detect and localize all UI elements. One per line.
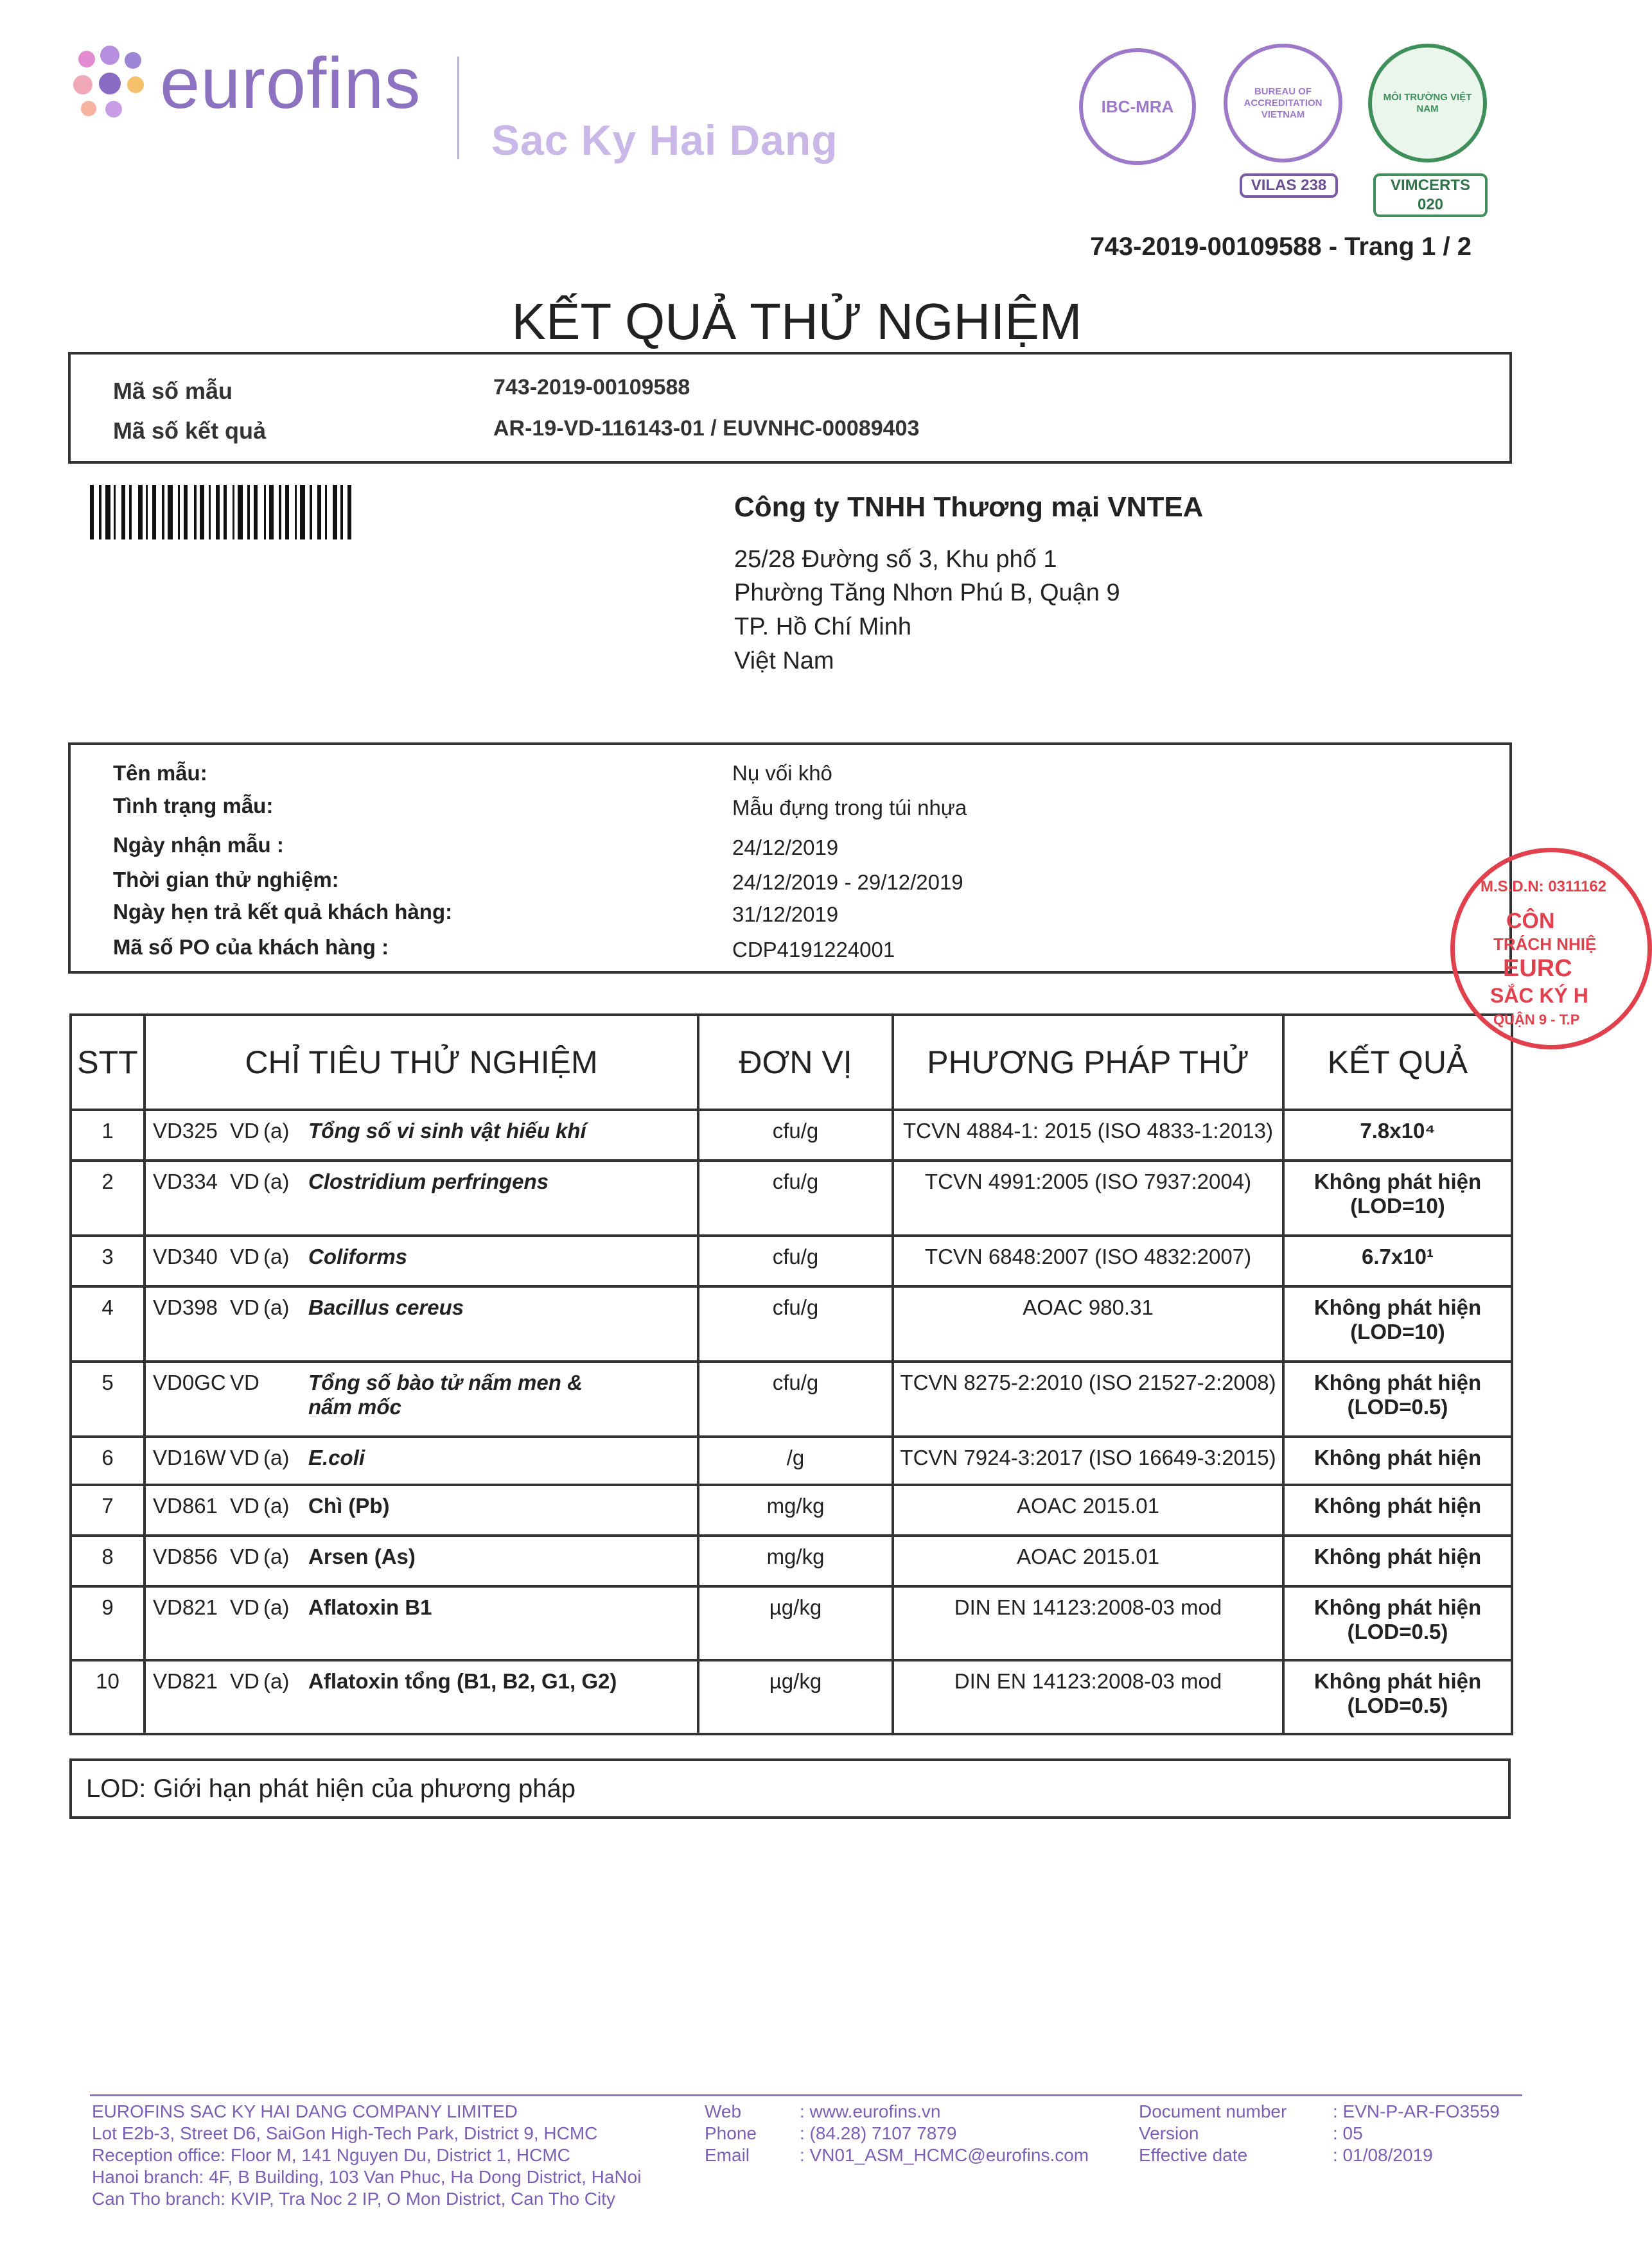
table-row xyxy=(71,1586,1512,1660)
seal1-text: IBC-MRA xyxy=(1101,96,1174,116)
table-row xyxy=(71,1660,1512,1734)
test-group: (a) xyxy=(263,1595,290,1619)
cell-method: AOAC 980.31 xyxy=(893,1286,1283,1362)
result-value: Không phát hiện xyxy=(1314,1494,1482,1518)
cell-stt: 7 xyxy=(71,1485,145,1536)
lod-note-box xyxy=(69,1758,1511,1819)
result-lod: (LOD=0.5) xyxy=(1347,1694,1448,1717)
test-code: VD856 xyxy=(153,1545,218,1568)
eurofins-logo xyxy=(71,42,421,125)
cell-unit: mg/kg xyxy=(698,1485,893,1536)
table-row xyxy=(71,1485,1512,1536)
cell-test xyxy=(145,1485,698,1536)
result-lod: (LOD=0.5) xyxy=(1347,1395,1448,1419)
cell-result xyxy=(1283,1660,1512,1734)
test-vd: VD xyxy=(230,1295,259,1319)
sample-no-label: Mã số mẫu xyxy=(113,378,233,404)
brand-subtitle: Sac Ky Hai Dang xyxy=(491,116,838,164)
test-name: E.coli xyxy=(308,1446,365,1469)
result-lod: (LOD=10) xyxy=(1350,1194,1445,1218)
test-group: (a) xyxy=(263,1494,290,1518)
stamp-bottom-text: QUẬN 9 - T.P xyxy=(1493,1012,1580,1028)
test-name: Coliforms xyxy=(308,1245,408,1268)
company-stamp xyxy=(1450,848,1652,1049)
client-address-line: Việt Nam xyxy=(734,647,834,674)
footer-email-link[interactable]: : VN01_ASM_HCMC@eurofins.com xyxy=(800,2145,1089,2165)
cell-unit: µg/kg xyxy=(698,1660,893,1734)
test-group: (a) xyxy=(263,1545,290,1568)
cell-method: TCVN 7924-3:2017 (ISO 16649-3:2015) xyxy=(893,1437,1283,1485)
stamp-top-text: M.S.D.N: 0311162 xyxy=(1481,878,1607,895)
cell-test xyxy=(145,1110,698,1161)
cell-unit: cfu/g xyxy=(698,1286,893,1362)
header-divider xyxy=(457,57,459,159)
footer-address: Reception office: Floor M, 141 Nguyen Du, District 1, HCMC xyxy=(92,2145,570,2165)
info-value: Nụ vối khô xyxy=(732,761,832,785)
barcode xyxy=(90,485,440,539)
cell-test xyxy=(145,1536,698,1586)
info-value: Mẫu đựng trong túi nhựa xyxy=(732,796,967,820)
test-group: (a) xyxy=(263,1170,290,1193)
cell-stt: 1 xyxy=(71,1110,145,1161)
client-name: Công ty TNHH Thương mại VNTEA xyxy=(734,491,1204,523)
footer-doc-label: Effective date xyxy=(1139,2145,1248,2165)
cell-result xyxy=(1283,1437,1512,1485)
result-value: Không phát hiện xyxy=(1314,1295,1482,1319)
lod-note: LOD: Giới hạn phát hiện của phương pháp xyxy=(86,1774,576,1803)
footer-doc-value: : EVN-P-AR-FO3559 xyxy=(1333,2101,1500,2121)
logo-dots-icon xyxy=(71,43,151,123)
cell-result xyxy=(1283,1485,1512,1536)
info-label: Mã số PO của khách hàng : xyxy=(113,935,389,959)
info-value: 24/12/2019 xyxy=(732,836,839,859)
result-value: 6.7x10¹ xyxy=(1362,1245,1434,1268)
footer-contact-label: Web xyxy=(705,2101,742,2121)
info-label: Ngày nhận mẫu : xyxy=(113,833,284,857)
test-code: VD821 xyxy=(153,1669,218,1693)
cell-method: DIN EN 14123:2008-03 mod xyxy=(893,1586,1283,1660)
test-name: Aflatoxin B1 xyxy=(308,1595,432,1619)
info-label: Tình trạng mẫu: xyxy=(113,794,274,818)
test-vd: VD xyxy=(230,1595,259,1619)
cell-test xyxy=(145,1236,698,1286)
footer-company: EUROFINS SAC KY HAI DANG COMPANY LIMITED xyxy=(92,2101,518,2121)
test-vd: VD xyxy=(230,1119,259,1143)
cell-stt: 3 xyxy=(71,1236,145,1286)
cell-result xyxy=(1283,1536,1512,1586)
test-group: (a) xyxy=(263,1446,290,1469)
seal3-text: MÔI TRƯỜNG VIỆT NAM xyxy=(1383,91,1472,114)
stamp-line: SẮC KÝ H xyxy=(1490,984,1588,1007)
result-value: Không phát hiện xyxy=(1314,1371,1482,1394)
test-vd: VD xyxy=(230,1245,259,1268)
footer-address: Can Tho branch: KVIP, Tra Noc 2 IP, O Mon District, Can Tho City xyxy=(92,2189,615,2209)
info-value: 31/12/2019 xyxy=(732,902,839,926)
result-no-label: Mã số kết quả xyxy=(113,417,267,444)
test-group: (a) xyxy=(263,1295,290,1319)
ibc-mra-seal xyxy=(1079,48,1196,165)
cell-unit: cfu/g xyxy=(698,1110,893,1161)
test-name: Tổng số bào tử nấm men & nấm mốc xyxy=(308,1371,583,1419)
footer-doc-value: : 05 xyxy=(1333,2123,1363,2143)
test-group xyxy=(263,1371,308,1419)
client-address-line: TP. Hồ Chí Minh xyxy=(734,613,911,640)
ids-box xyxy=(68,352,1512,464)
test-code: VD16W xyxy=(153,1446,226,1469)
vimcerts-tag: VIMCERTS 020 xyxy=(1373,173,1488,217)
cell-stt: 4 xyxy=(71,1286,145,1362)
table-row xyxy=(71,1161,1512,1236)
table-header-row xyxy=(71,1015,1512,1110)
table-row xyxy=(71,1437,1512,1485)
footer-phone: : (84.28) 7107 7879 xyxy=(800,2123,957,2143)
table-row xyxy=(71,1536,1512,1586)
cell-result xyxy=(1283,1286,1512,1362)
cell-result xyxy=(1283,1586,1512,1660)
table-row xyxy=(71,1286,1512,1362)
result-no-value: AR-19-VD-116143-01 / EUVNHC-00089403 xyxy=(493,416,920,441)
results-table xyxy=(69,1013,1513,1735)
result-lod: (LOD=10) xyxy=(1350,1320,1445,1344)
header-method: PHƯƠNG PHÁP THỬ xyxy=(893,1015,1283,1110)
cell-result xyxy=(1283,1362,1512,1437)
test-group: (a) xyxy=(263,1119,290,1143)
cell-stt: 2 xyxy=(71,1161,145,1236)
cell-unit: cfu/g xyxy=(698,1236,893,1286)
cell-unit: /g xyxy=(698,1437,893,1485)
stamp-line: CÔN xyxy=(1506,909,1555,933)
cell-result xyxy=(1283,1161,1512,1236)
footer-web-link[interactable]: : www.eurofins.vn xyxy=(800,2101,941,2121)
test-name: Tổng số vi sinh vật hiếu khí xyxy=(308,1119,586,1143)
test-vd: VD xyxy=(230,1170,259,1193)
test-vd: VD xyxy=(230,1669,259,1693)
footer-doc-value: : 01/08/2019 xyxy=(1333,2145,1433,2165)
info-label: Ngày hẹn trả kết quả khách hàng: xyxy=(113,900,453,924)
cell-test xyxy=(145,1161,698,1236)
result-lod: (LOD=0.5) xyxy=(1347,1620,1448,1644)
cell-result xyxy=(1283,1110,1512,1161)
vilas-tag: VILAS 238 xyxy=(1240,173,1338,198)
client-address-line: Phường Tăng Nhơn Phú B, Quận 9 xyxy=(734,579,1120,606)
footer-divider xyxy=(90,2094,1522,2096)
footer-contact-label: Phone xyxy=(705,2123,757,2143)
cell-test xyxy=(145,1362,698,1437)
cell-method: DIN EN 14123:2008-03 mod xyxy=(893,1660,1283,1734)
result-value: Không phát hiện xyxy=(1314,1595,1482,1619)
table-row xyxy=(71,1110,1512,1161)
header-stt: STT xyxy=(71,1015,145,1110)
info-label: Tên mẫu: xyxy=(113,761,207,785)
info-value: CDP4191224001 xyxy=(732,938,895,961)
cell-method: TCVN 8275-2:2010 (ISO 21527-2:2008) xyxy=(893,1362,1283,1437)
test-group: (a) xyxy=(263,1669,290,1693)
test-name: Bacillus cereus xyxy=(308,1295,464,1319)
cell-method: TCVN 6848:2007 (ISO 4832:2007) xyxy=(893,1236,1283,1286)
result-value: Không phát hiện xyxy=(1314,1446,1482,1469)
cell-stt: 6 xyxy=(71,1437,145,1485)
test-code: VD325 xyxy=(153,1119,218,1143)
cell-unit: cfu/g xyxy=(698,1362,893,1437)
test-code: VD821 xyxy=(153,1595,218,1619)
brand-name: eurofins xyxy=(160,43,421,123)
page-code: 743-2019-00109588 - Trang 1 / 2 xyxy=(1090,232,1472,261)
stamp-line: EURC xyxy=(1503,955,1572,982)
header-test: CHỈ TIÊU THỬ NGHIỆM xyxy=(145,1015,698,1110)
cell-test xyxy=(145,1586,698,1660)
test-code: VD861 xyxy=(153,1494,218,1518)
result-value: 7.8x10⁴ xyxy=(1360,1119,1436,1143)
test-vd: VD xyxy=(230,1371,259,1394)
moi-truong-seal xyxy=(1368,44,1487,162)
result-value: Không phát hiện xyxy=(1314,1545,1482,1568)
cell-stt: 10 xyxy=(71,1660,145,1734)
result-value: Không phát hiện xyxy=(1314,1170,1482,1193)
header-unit: ĐƠN VỊ xyxy=(698,1015,893,1110)
cell-stt: 9 xyxy=(71,1586,145,1660)
test-name: Arsen (As) xyxy=(308,1545,416,1568)
footer-address: Lot E2b-3, Street D6, SaiGon High-Tech Park, District 9, HCMC xyxy=(92,2123,598,2143)
table-row xyxy=(71,1236,1512,1286)
cell-test xyxy=(145,1286,698,1362)
footer-contact-label: Email xyxy=(705,2145,750,2165)
test-name: Aflatoxin tổng (B1, B2, G1, G2) xyxy=(308,1669,617,1693)
test-code: VD334 xyxy=(153,1170,218,1193)
cell-test xyxy=(145,1660,698,1734)
info-label: Thời gian thử nghiệm: xyxy=(113,868,339,891)
footer-doc-label: Version xyxy=(1139,2123,1199,2143)
info-value: 24/12/2019 - 29/12/2019 xyxy=(732,870,963,894)
document-title: KẾT QUẢ THỬ NGHIỆM xyxy=(511,293,1082,350)
cell-unit: µg/kg xyxy=(698,1586,893,1660)
seal2-text: BUREAU OF ACCREDITATION VIETNAM xyxy=(1243,85,1322,120)
test-code: VD0GC xyxy=(153,1371,226,1394)
cell-test xyxy=(145,1437,698,1485)
test-code: VD398 xyxy=(153,1295,218,1319)
test-vd: VD xyxy=(230,1494,259,1518)
cell-result xyxy=(1283,1236,1512,1286)
test-vd: VD xyxy=(230,1545,259,1568)
footer-doc-label: Document number xyxy=(1139,2101,1287,2121)
boa-vietnam-seal xyxy=(1224,44,1342,162)
stamp-line: TRÁCH NHIỆ xyxy=(1493,934,1597,954)
sample-no-value: 743-2019-00109588 xyxy=(493,375,690,399)
test-name: Clostridium perfringens xyxy=(308,1170,549,1193)
cell-stt: 8 xyxy=(71,1536,145,1586)
cell-method: AOAC 2015.01 xyxy=(893,1536,1283,1586)
cell-method: TCVN 4884-1: 2015 (ISO 4833-1:2013) xyxy=(893,1110,1283,1161)
client-address-line: 25/28 Đường số 3, Khu phố 1 xyxy=(734,546,1057,573)
cell-method: AOAC 2015.01 xyxy=(893,1485,1283,1536)
test-group: (a) xyxy=(263,1245,290,1268)
test-code: VD340 xyxy=(153,1245,218,1268)
cell-unit: mg/kg xyxy=(698,1536,893,1586)
header-result: KẾT QUẢ xyxy=(1283,1015,1512,1110)
cell-unit: cfu/g xyxy=(698,1161,893,1236)
footer-address: Hanoi branch: 4F, B Building, 103 Van Phuc, Ha Dong District, HaNoi xyxy=(92,2167,642,2187)
table-row xyxy=(71,1362,1512,1437)
test-name: Chì (Pb) xyxy=(308,1494,390,1518)
result-value: Không phát hiện xyxy=(1314,1669,1482,1693)
test-vd: VD xyxy=(230,1446,259,1469)
cell-stt: 5 xyxy=(71,1362,145,1437)
cell-method: TCVN 4991:2005 (ISO 7937:2004) xyxy=(893,1161,1283,1236)
